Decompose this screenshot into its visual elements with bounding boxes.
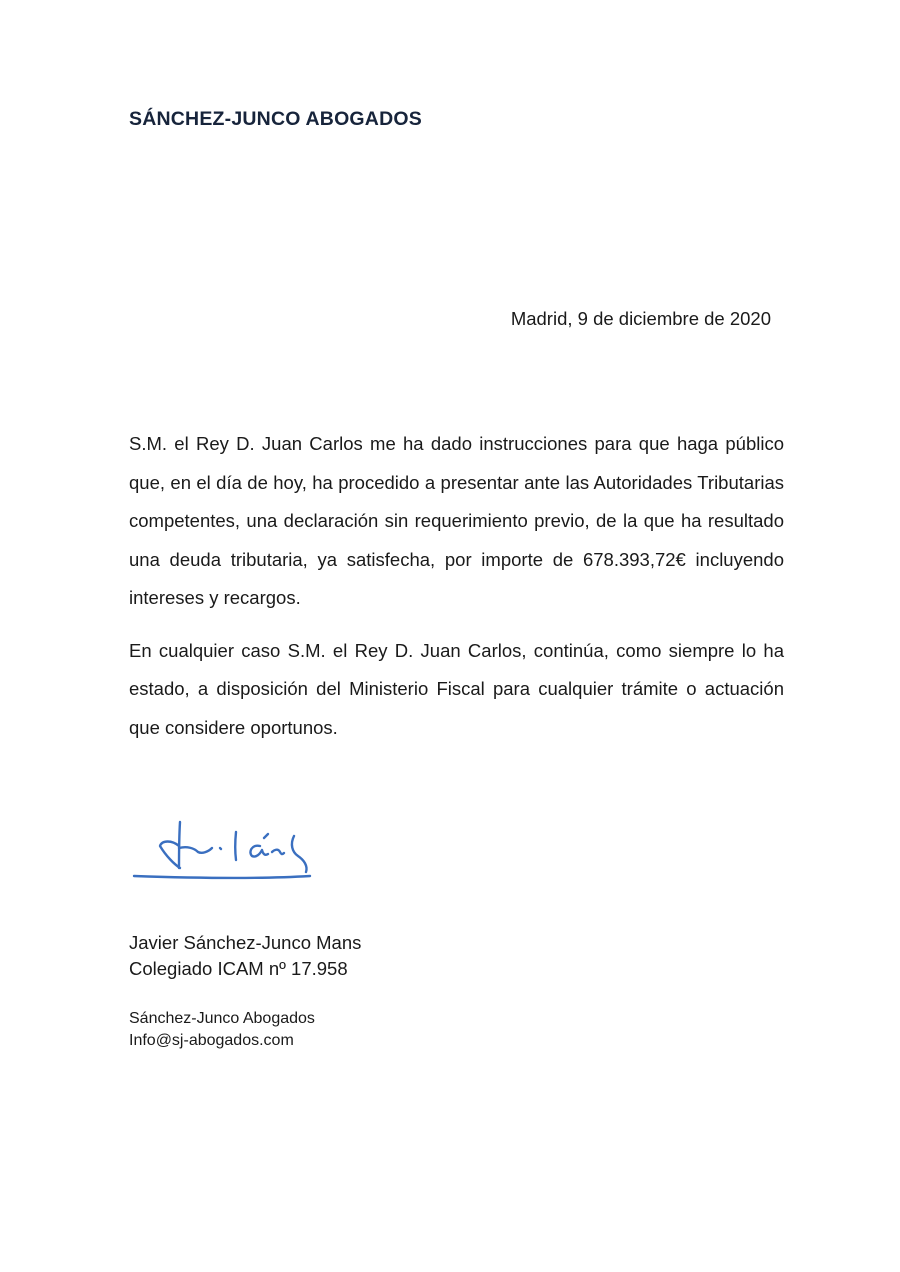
date-line: Madrid, 9 de diciembre de 2020 [510, 308, 771, 329]
letter-body [129, 425, 784, 747]
paragraph-tax-declaration: S.M. el Rey D. Juan Carlos me ha dado instrucciones para que haga público que, en el día de hoy, ha procedido a presentar ante las Autoridades Tributarias competentes, una declaración sin requerimiento previo, de la que ha resultado una deuda tributaria, ya satisfecha, por importe de 678.393,72€ incluyendo intereses y recargos. [129, 433, 784, 608]
signer-registration: Colegiado ICAM nº 17.958 [129, 958, 348, 979]
signer-name: Javier Sánchez-Junco Mans [129, 932, 362, 953]
firm-footer-email[interactable]: Info@sj-abogados.com [129, 1032, 294, 1049]
firm-footer-name: Sánchez-Junco Abogados [129, 1010, 315, 1027]
signer-block [129, 930, 361, 982]
paragraph-availability: En cualquier caso S.M. el Rey D. Juan Carlos, continúa, como siempre lo ha estado, a disposición del Ministerio Fiscal para cualquier trámite o actuación que considere oportunos. [129, 639, 784, 738]
letterhead-firm-name: SÁNCHEZ-JUNCO ABOGADOS [129, 108, 422, 130]
signature-icon [132, 818, 322, 888]
firm-footer [129, 1008, 315, 1052]
